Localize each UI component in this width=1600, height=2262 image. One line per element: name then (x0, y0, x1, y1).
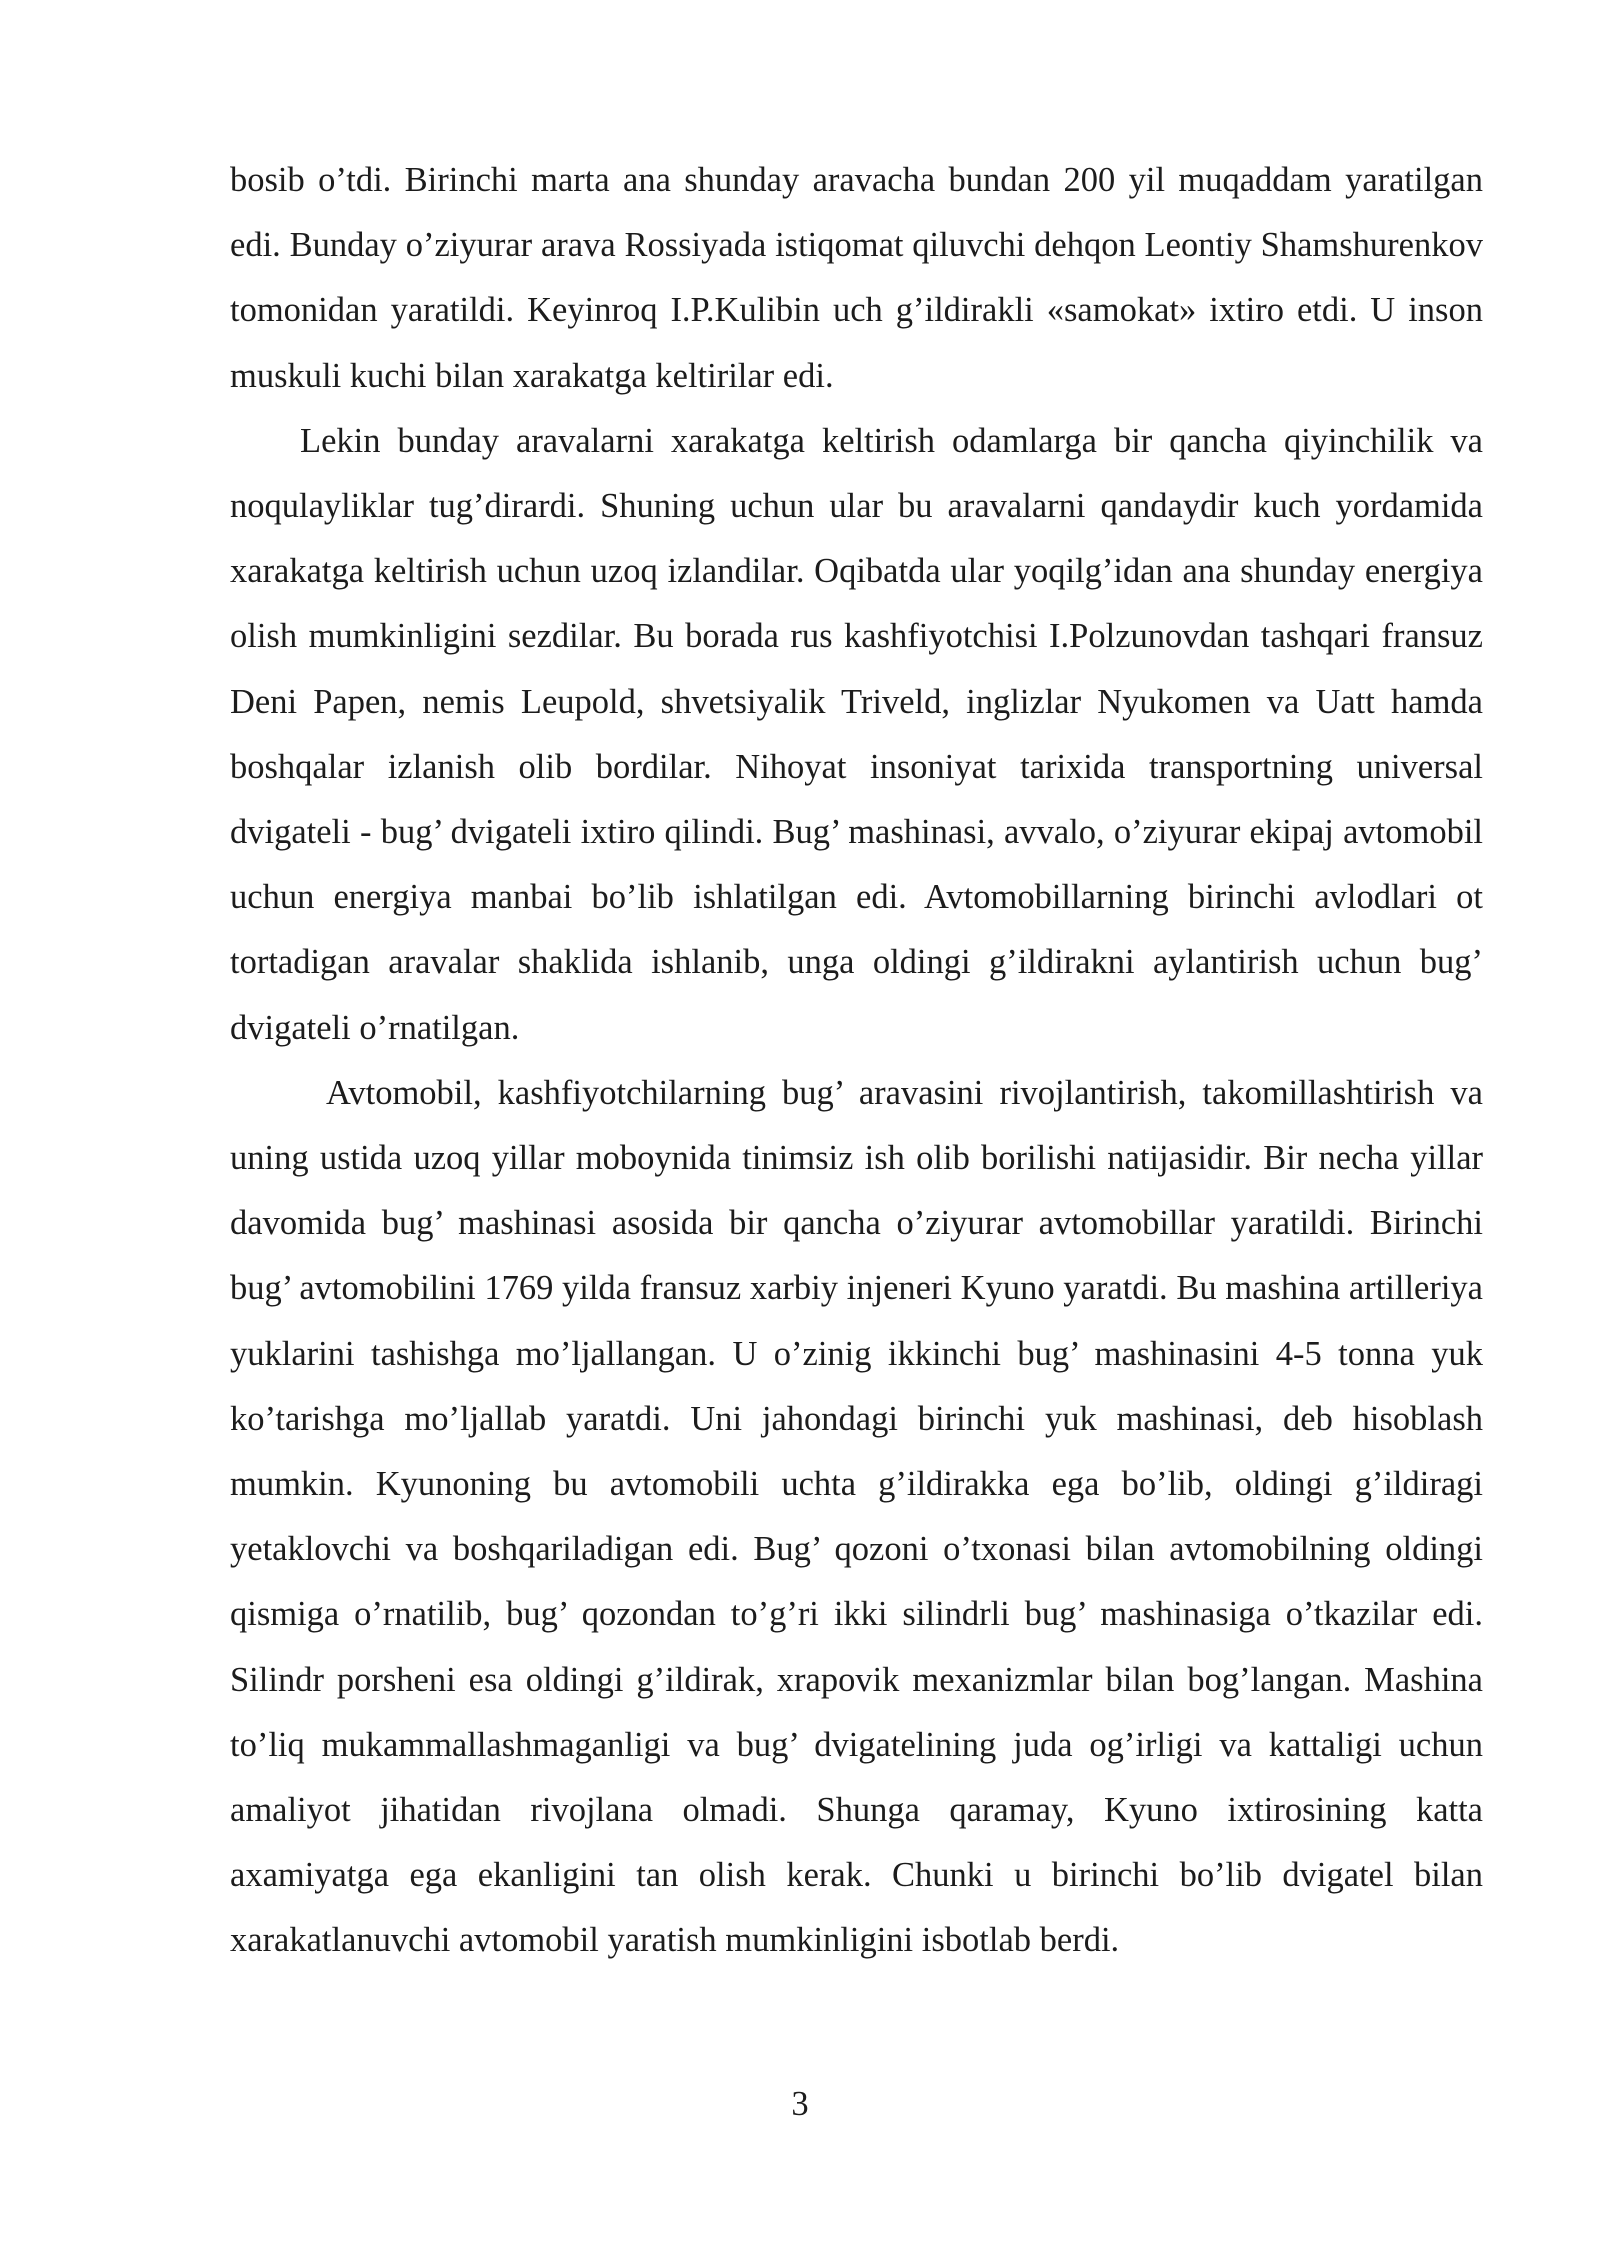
document-page (230, 148, 1483, 1974)
paragraph-2: Lekin bunday aravalarni xarakatga keltirish odamlarga bir qancha qiyinchilik va noqulayliklar tug’dirardi. Shuning uchun ular bu aravalarni qandaydir kuch yordamida xarakatga keltirish uchun uzoq izlandilar. Oqibatda ular yoqilg’idan ana shunday energiya olish mumkinligini sezdilar. Bu borada rus kashfiyotchisi I.Polzunovdan tashqari fransuz Deni Papen, nemis Leupold, shvetsiyalik Triveld, inglizlar Nyukomen va Uatt hamda boshqalar izlanish olib bordilar. Nihoyat insoniyat tarixida transportning universal dvigateli - bug’ dvigateli ixtiro qilindi. Bug’ mashinasi, avvalo, o’ziyurar ekipaj avtomobil uchun energiya manbai bo’lib ishlatilgan edi. Avtomobillarning birinchi avlodlari ot tortadigan aravalar shaklida ishlanib, unga oldingi g’ildirakni aylantirish uchun bug’ dvigateli o’rnatilgan. (230, 421, 1483, 1047)
paragraph-3: Avtomobil, kashfiyotchilarning bug’ aravasini rivojlantirish, takomillashtirish va uning ustida uzoq yillar moboynida tinimsiz ish olib borilishi natijasidir. Bir necha yillar davomida bug’ mashinasi asosida bir qancha o’ziyurar avtomobillar yaratildi. Birinchi bug’ avtomobilini 1769 yilda fransuz xarbiy injeneri Kyuno yaratdi. Bu mashina artilleriya yuklarini tashishga mo’ljallangan. U o’zinig ikkinchi bug’ mashinasini 4-5 tonna yuk ko’tarishga mo’ljallab yaratdi. Uni jahondagi birinchi yuk mashinasi, deb hisoblash mumkin. Kyunoning bu avtomobili uchta g’ildirakka ega bo’lib, oldingi g’ildiragi yetaklovchi va boshqariladigan edi. Bug’ qozoni o’txonasi bilan avtomobilning oldingi qismiga o’rnatilib, bug’ qozondan to’g’ri ikki silindrli bug’ mashinasiga o’tkazilar edi. Silindr porsheni esa oldingi g’ildirak, xrapovik mexanizmlar bilan bog’langan. Mashina to’liq mukammallashmaganligi va bug’ dvigatelining juda og’irligi va kattaligi uchun amaliyot jihatidan rivojlana olmadi. Shunga qaramay, Kyuno ixtirosining katta axamiyatga ega ekanligini tan olish kerak. Chunki u birinchi bo’lib dvigatel bilan xarakatlanuvchi avtomobil yaratish mumkinligini isbotlab berdi. (230, 1073, 1483, 1960)
paragraph-1: bosib o’tdi. Birinchi marta ana shunday aravacha bundan 200 yil muqaddam yaratilgan edi. Bunday o’ziyurar arava Rossiyada istiqomat qiluvchi dehqon Leontiy Shamshurenkov tomonidan yaratildi. Keyinroq I.P.Kulibin uch g’ildirakli «samokat» ixtiro etdi. U inson muskuli kuchi bilan xarakatga keltirilar edi. (230, 161, 1483, 395)
page-number: 3 (791, 2085, 809, 2123)
